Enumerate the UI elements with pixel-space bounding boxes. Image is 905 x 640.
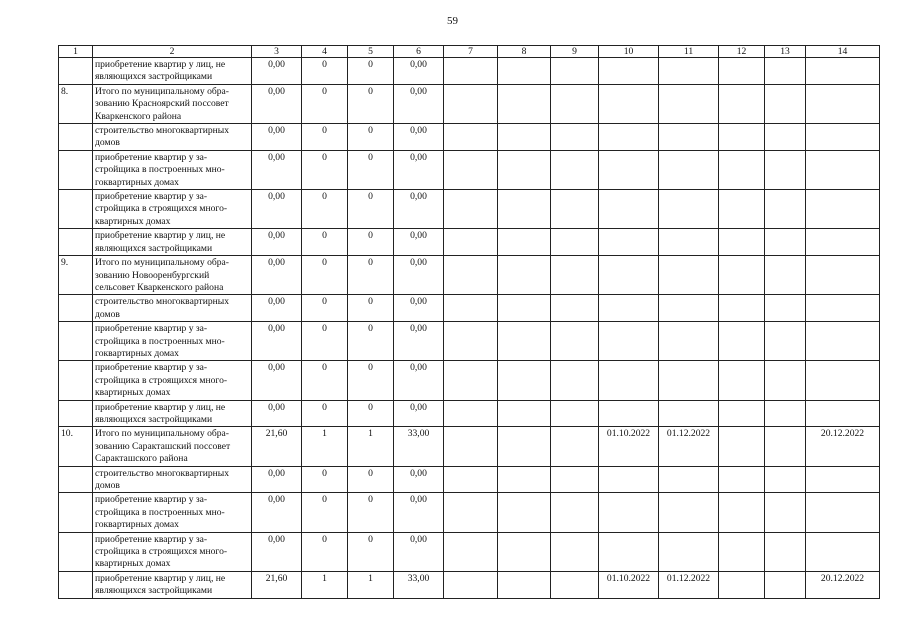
date-cell-14: [806, 400, 880, 427]
value-cell-6: 0,00: [394, 84, 444, 123]
row-name-cell: приобретение квартир у за- стройщика в построенных мно- гоквартирных домах: [93, 150, 252, 189]
value-cell-13: [765, 295, 806, 322]
row-number-cell: [59, 190, 93, 229]
date-cell-10: [599, 466, 659, 493]
header-cell: 7: [444, 46, 498, 58]
value-cell-8: [498, 150, 551, 189]
header-cell: 6: [394, 46, 444, 58]
date-cell-10: [599, 150, 659, 189]
value-cell-13: [765, 361, 806, 400]
date-cell-14: [806, 190, 880, 229]
value-cell-3: 21,60: [252, 427, 302, 466]
value-cell-8: [498, 361, 551, 400]
table-row: [59, 229, 880, 256]
date-cell-14: [806, 58, 880, 85]
table-row: [59, 190, 880, 229]
table-row: [59, 295, 880, 322]
row-number-cell: [59, 532, 93, 571]
value-cell-13: [765, 322, 806, 361]
value-cell-7: [444, 295, 498, 322]
value-cell-4: 0: [302, 400, 348, 427]
date-cell-11: [659, 532, 719, 571]
value-cell-12: [719, 427, 765, 466]
value-cell-4: 0: [302, 190, 348, 229]
row-name-cell: приобретение квартир у за- стройщика в строящихся много- квартирных домах: [93, 190, 252, 229]
value-cell-13: [765, 190, 806, 229]
row-number-cell: [59, 124, 93, 151]
value-cell-13: [765, 532, 806, 571]
value-cell-3: 0,00: [252, 361, 302, 400]
value-cell-9: [551, 229, 599, 256]
date-cell-10: [599, 532, 659, 571]
value-cell-12: [719, 571, 765, 598]
value-cell-3: 0,00: [252, 58, 302, 85]
value-cell-9: [551, 361, 599, 400]
date-cell-11: [659, 493, 719, 532]
date-cell-11: [659, 84, 719, 123]
date-cell-11: 01.12.2022: [659, 571, 719, 598]
header-cell: 1: [59, 46, 93, 58]
value-cell-3: 0,00: [252, 400, 302, 427]
row-name-cell: Итого по муниципальному обра- зованию Новооренбургский сельсовет Кваркенского района: [93, 256, 252, 295]
date-cell-10: [599, 124, 659, 151]
value-cell-13: [765, 427, 806, 466]
header-cell: 10: [599, 46, 659, 58]
value-cell-4: 0: [302, 229, 348, 256]
value-cell-13: [765, 493, 806, 532]
header-row: [59, 46, 880, 58]
table-row: [59, 427, 880, 466]
value-cell-8: [498, 493, 551, 532]
value-cell-9: [551, 190, 599, 229]
table-row: [59, 532, 880, 571]
value-cell-7: [444, 256, 498, 295]
value-cell-6: 0,00: [394, 322, 444, 361]
value-cell-6: 0,00: [394, 256, 444, 295]
row-name-cell: строительство многоквартирных домов: [93, 295, 252, 322]
value-cell-5: 0: [348, 124, 394, 151]
date-cell-14: [806, 532, 880, 571]
header-cell: 12: [719, 46, 765, 58]
table-row: [59, 571, 880, 598]
date-cell-11: [659, 361, 719, 400]
header-cell: 5: [348, 46, 394, 58]
value-cell-5: 0: [348, 84, 394, 123]
date-cell-11: [659, 124, 719, 151]
value-cell-12: [719, 256, 765, 295]
value-cell-6: 0,00: [394, 493, 444, 532]
date-cell-14: 20.12.2022: [806, 571, 880, 598]
value-cell-3: 0,00: [252, 229, 302, 256]
date-cell-10: 01.10.2022: [599, 427, 659, 466]
table-row: [59, 361, 880, 400]
row-number-cell: 8.: [59, 84, 93, 123]
value-cell-9: [551, 150, 599, 189]
value-cell-13: [765, 58, 806, 85]
value-cell-13: [765, 400, 806, 427]
date-cell-14: [806, 466, 880, 493]
value-cell-5: 0: [348, 295, 394, 322]
date-cell-14: [806, 295, 880, 322]
data-table: [58, 45, 880, 599]
date-cell-10: [599, 493, 659, 532]
row-number-cell: [59, 229, 93, 256]
value-cell-7: [444, 190, 498, 229]
value-cell-7: [444, 229, 498, 256]
value-cell-9: [551, 295, 599, 322]
row-name-cell: приобретение квартир у лиц, не являющихся застройщиками: [93, 229, 252, 256]
value-cell-3: 0,00: [252, 190, 302, 229]
header-cell: 4: [302, 46, 348, 58]
value-cell-9: [551, 58, 599, 85]
value-cell-6: 0,00: [394, 400, 444, 427]
table-row: [59, 256, 880, 295]
value-cell-6: 0,00: [394, 150, 444, 189]
value-cell-9: [551, 256, 599, 295]
row-name-cell: приобретение квартир у за- стройщика в строящихся много- квартирных домах: [93, 361, 252, 400]
value-cell-9: [551, 84, 599, 123]
table-row: [59, 124, 880, 151]
value-cell-5: 0: [348, 361, 394, 400]
value-cell-3: 0,00: [252, 466, 302, 493]
value-cell-7: [444, 466, 498, 493]
value-cell-3: 0,00: [252, 532, 302, 571]
value-cell-7: [444, 58, 498, 85]
header-cell: 9: [551, 46, 599, 58]
date-cell-10: [599, 58, 659, 85]
value-cell-3: 0,00: [252, 150, 302, 189]
date-cell-14: [806, 229, 880, 256]
date-cell-11: [659, 150, 719, 189]
value-cell-8: [498, 322, 551, 361]
value-cell-6: 0,00: [394, 190, 444, 229]
row-name-cell: приобретение квартир у за- стройщика в построенных мно- гоквартирных домах: [93, 322, 252, 361]
table-row: [59, 466, 880, 493]
value-cell-6: 0,00: [394, 295, 444, 322]
value-cell-4: 0: [302, 532, 348, 571]
value-cell-3: 0,00: [252, 295, 302, 322]
value-cell-4: 0: [302, 84, 348, 123]
row-name-cell: приобретение квартир у лиц, не являющихся застройщиками: [93, 571, 252, 598]
date-cell-10: [599, 322, 659, 361]
value-cell-6: 0,00: [394, 229, 444, 256]
value-cell-8: [498, 58, 551, 85]
table-row: [59, 150, 880, 189]
date-cell-14: [806, 84, 880, 123]
row-number-cell: [59, 322, 93, 361]
value-cell-5: 0: [348, 532, 394, 571]
value-cell-3: 0,00: [252, 256, 302, 295]
value-cell-12: [719, 58, 765, 85]
row-number-cell: [59, 58, 93, 85]
value-cell-12: [719, 322, 765, 361]
row-name-cell: приобретение квартир у за- стройщика в строящихся много- квартирных домах: [93, 532, 252, 571]
value-cell-8: [498, 295, 551, 322]
value-cell-4: 1: [302, 571, 348, 598]
header-cell: 11: [659, 46, 719, 58]
value-cell-5: 0: [348, 466, 394, 493]
row-number-cell: [59, 361, 93, 400]
value-cell-12: [719, 229, 765, 256]
value-cell-6: 0,00: [394, 361, 444, 400]
value-cell-13: [765, 466, 806, 493]
row-name-cell: приобретение квартир у лиц, не являющихся застройщиками: [93, 58, 252, 85]
row-name-cell: приобретение квартир у за- стройщика в построенных мно- гоквартирных домах: [93, 493, 252, 532]
value-cell-3: 0,00: [252, 493, 302, 532]
value-cell-4: 1: [302, 427, 348, 466]
date-cell-14: [806, 322, 880, 361]
value-cell-5: 0: [348, 150, 394, 189]
value-cell-5: 0: [348, 190, 394, 229]
value-cell-12: [719, 493, 765, 532]
date-cell-14: [806, 124, 880, 151]
value-cell-3: 21,60: [252, 571, 302, 598]
value-cell-9: [551, 571, 599, 598]
value-cell-5: 0: [348, 400, 394, 427]
value-cell-9: [551, 493, 599, 532]
value-cell-7: [444, 571, 498, 598]
header-cell: 3: [252, 46, 302, 58]
date-cell-10: [599, 229, 659, 256]
date-cell-11: [659, 322, 719, 361]
header-cell: 13: [765, 46, 806, 58]
value-cell-12: [719, 361, 765, 400]
value-cell-9: [551, 322, 599, 361]
row-name-cell: Итого по муниципальному обра- зованию Саракташский поссовет Саракташского района: [93, 427, 252, 466]
table-row: [59, 400, 880, 427]
value-cell-4: 0: [302, 256, 348, 295]
date-cell-11: [659, 229, 719, 256]
page-number: 59: [447, 15, 458, 27]
value-cell-3: 0,00: [252, 322, 302, 361]
value-cell-3: 0,00: [252, 124, 302, 151]
value-cell-7: [444, 361, 498, 400]
value-cell-8: [498, 256, 551, 295]
value-cell-4: 0: [302, 493, 348, 532]
value-cell-5: 0: [348, 229, 394, 256]
value-cell-6: 0,00: [394, 466, 444, 493]
row-name-cell: строительство многоквартирных домов: [93, 124, 252, 151]
value-cell-7: [444, 493, 498, 532]
value-cell-5: 0: [348, 256, 394, 295]
table-row: [59, 84, 880, 123]
value-cell-8: [498, 400, 551, 427]
value-cell-5: 1: [348, 427, 394, 466]
value-cell-12: [719, 295, 765, 322]
value-cell-6: 0,00: [394, 124, 444, 151]
value-cell-7: [444, 84, 498, 123]
date-cell-11: [659, 466, 719, 493]
value-cell-13: [765, 150, 806, 189]
row-number-cell: 10.: [59, 427, 93, 466]
row-name-cell: приобретение квартир у лиц, не являющихся застройщиками: [93, 400, 252, 427]
date-cell-11: [659, 295, 719, 322]
value-cell-4: 0: [302, 58, 348, 85]
header-cell: 2: [93, 46, 252, 58]
value-cell-12: [719, 400, 765, 427]
value-cell-4: 0: [302, 150, 348, 189]
value-cell-12: [719, 84, 765, 123]
value-cell-8: [498, 190, 551, 229]
value-cell-7: [444, 532, 498, 571]
date-cell-11: [659, 58, 719, 85]
value-cell-9: [551, 400, 599, 427]
value-cell-9: [551, 124, 599, 151]
date-cell-11: [659, 256, 719, 295]
value-cell-7: [444, 427, 498, 466]
date-cell-10: [599, 361, 659, 400]
value-cell-5: 1: [348, 571, 394, 598]
date-cell-10: [599, 256, 659, 295]
header-cell: 8: [498, 46, 551, 58]
table-row: [59, 322, 880, 361]
value-cell-8: [498, 427, 551, 466]
value-cell-12: [719, 190, 765, 229]
value-cell-13: [765, 571, 806, 598]
value-cell-8: [498, 124, 551, 151]
row-number-cell: [59, 295, 93, 322]
value-cell-3: 0,00: [252, 84, 302, 123]
row-name-cell: строительство многоквартирных домов: [93, 466, 252, 493]
date-cell-14: [806, 150, 880, 189]
value-cell-13: [765, 84, 806, 123]
row-number-cell: [59, 571, 93, 598]
date-cell-14: [806, 493, 880, 532]
date-cell-10: [599, 295, 659, 322]
date-cell-11: [659, 190, 719, 229]
date-cell-14: [806, 361, 880, 400]
value-cell-6: 0,00: [394, 58, 444, 85]
value-cell-12: [719, 124, 765, 151]
header-cell: 14: [806, 46, 880, 58]
row-number-cell: [59, 493, 93, 532]
value-cell-8: [498, 571, 551, 598]
date-cell-10: [599, 400, 659, 427]
value-cell-6: 33,00: [394, 427, 444, 466]
value-cell-13: [765, 256, 806, 295]
value-cell-5: 0: [348, 58, 394, 85]
table-row: [59, 493, 880, 532]
row-number-cell: 9.: [59, 256, 93, 295]
value-cell-13: [765, 124, 806, 151]
value-cell-7: [444, 124, 498, 151]
row-name-cell: Итого по муниципальному обра- зованию Красноярский поссовет Кваркенского района: [93, 84, 252, 123]
value-cell-4: 0: [302, 361, 348, 400]
value-cell-12: [719, 532, 765, 571]
date-cell-14: 20.12.2022: [806, 427, 880, 466]
value-cell-8: [498, 229, 551, 256]
date-cell-10: 01.10.2022: [599, 571, 659, 598]
row-number-cell: [59, 150, 93, 189]
table-row: [59, 58, 880, 85]
value-cell-7: [444, 322, 498, 361]
date-cell-14: [806, 256, 880, 295]
row-number-cell: [59, 466, 93, 493]
value-cell-8: [498, 532, 551, 571]
value-cell-6: 0,00: [394, 532, 444, 571]
value-cell-5: 0: [348, 322, 394, 361]
value-cell-9: [551, 466, 599, 493]
value-cell-6: 33,00: [394, 571, 444, 598]
value-cell-5: 0: [348, 493, 394, 532]
value-cell-7: [444, 400, 498, 427]
value-cell-4: 0: [302, 124, 348, 151]
value-cell-8: [498, 466, 551, 493]
value-cell-9: [551, 427, 599, 466]
row-number-cell: [59, 400, 93, 427]
value-cell-12: [719, 466, 765, 493]
value-cell-7: [444, 150, 498, 189]
value-cell-4: 0: [302, 322, 348, 361]
value-cell-12: [719, 150, 765, 189]
date-cell-10: [599, 84, 659, 123]
value-cell-13: [765, 229, 806, 256]
date-cell-11: [659, 400, 719, 427]
value-cell-9: [551, 532, 599, 571]
value-cell-4: 0: [302, 295, 348, 322]
value-cell-4: 0: [302, 466, 348, 493]
date-cell-11: 01.12.2022: [659, 427, 719, 466]
date-cell-10: [599, 190, 659, 229]
value-cell-8: [498, 84, 551, 123]
